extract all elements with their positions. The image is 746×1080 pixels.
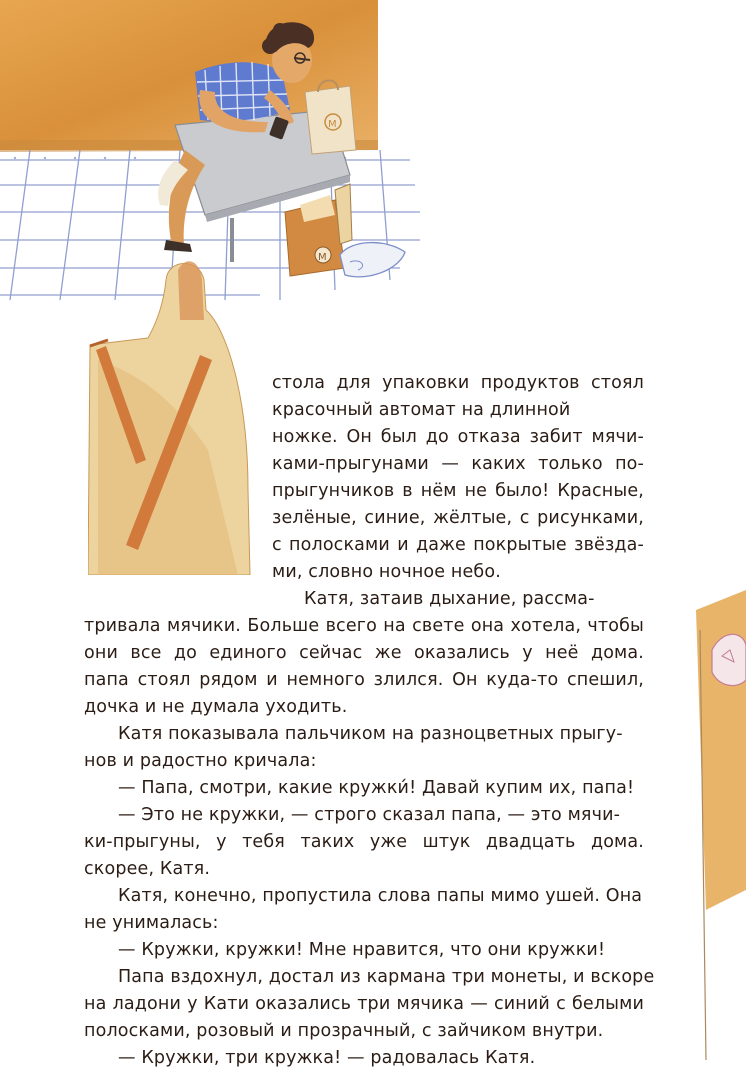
svg-text:M: M	[328, 119, 337, 130]
text-line: прыгунчиков в нём не было! Красные,	[272, 481, 644, 501]
svg-text:M: M	[318, 252, 327, 263]
text-line: Катя показывала пальчиком на разноцветных прыгу-	[118, 724, 623, 744]
text-line: скорее, Катя.	[84, 859, 211, 879]
text-line: Папа вздохнул, достал из кармана три монеты, и вскоре	[118, 967, 655, 987]
text-line: зелёные, синие, жёлтые, с рисунками,	[272, 508, 644, 528]
text-line: нов и радостно кричала:	[84, 751, 317, 771]
drop-cap-letter: У	[88, 250, 89, 251]
text-line: ки-прыгуны, у тебя таких уже штук двадцать дома.	[84, 832, 644, 852]
text-line: тривала мячики. Больше всего на свете она хотела, чтобы	[84, 616, 644, 636]
text-line: ножке. Он был до отказа забит мячи-	[272, 427, 644, 447]
text-line: красочный автомат на длинной	[272, 400, 571, 420]
text-line: дочка и не думала уходить.	[84, 697, 348, 717]
text-line: — Кружки, три кружка! — радовалась Катя.	[118, 1048, 536, 1068]
text-line: — Это не кружки, — строго сказал папа, — это мячи-	[118, 805, 621, 825]
text-line: ками-прыгунами — каких только по-	[272, 454, 644, 474]
text-line: ми, словно ночное небо.	[272, 562, 501, 582]
edge-illustration	[666, 590, 746, 1060]
story-text	[84, 370, 655, 1072]
text-line: они все до единого сейчас же оказались у неё дома.	[84, 643, 644, 663]
paper-bag	[305, 80, 356, 154]
text-line: — Папа, смотри, какие кружки́! Давай купим их, папа!	[118, 778, 635, 798]
text-line: не унималась:	[84, 913, 219, 933]
text-line: с полосками и даже покрытые звёзда-	[272, 535, 644, 555]
text-line: — Кружки, кружки! Мне нравится, что они кружки!	[118, 940, 606, 960]
text-line: папа стоял рядом и немного злился. Он куда-то спешил,	[84, 670, 644, 690]
text-line: Катя, конечно, пропустила слова папы мимо ушей. Она	[118, 886, 643, 906]
text-line: стола для упаковки продуктов стоял	[272, 373, 644, 393]
text-line: полосками, розовый и прозрачный, с зайчиком внутри.	[84, 1021, 604, 1041]
floor-bags	[285, 184, 405, 277]
text-line: Катя, затаив дыхание, рассма-	[304, 589, 595, 609]
text-line: на ладони у Кати оказались три мячика — синий с белыми	[84, 994, 644, 1014]
